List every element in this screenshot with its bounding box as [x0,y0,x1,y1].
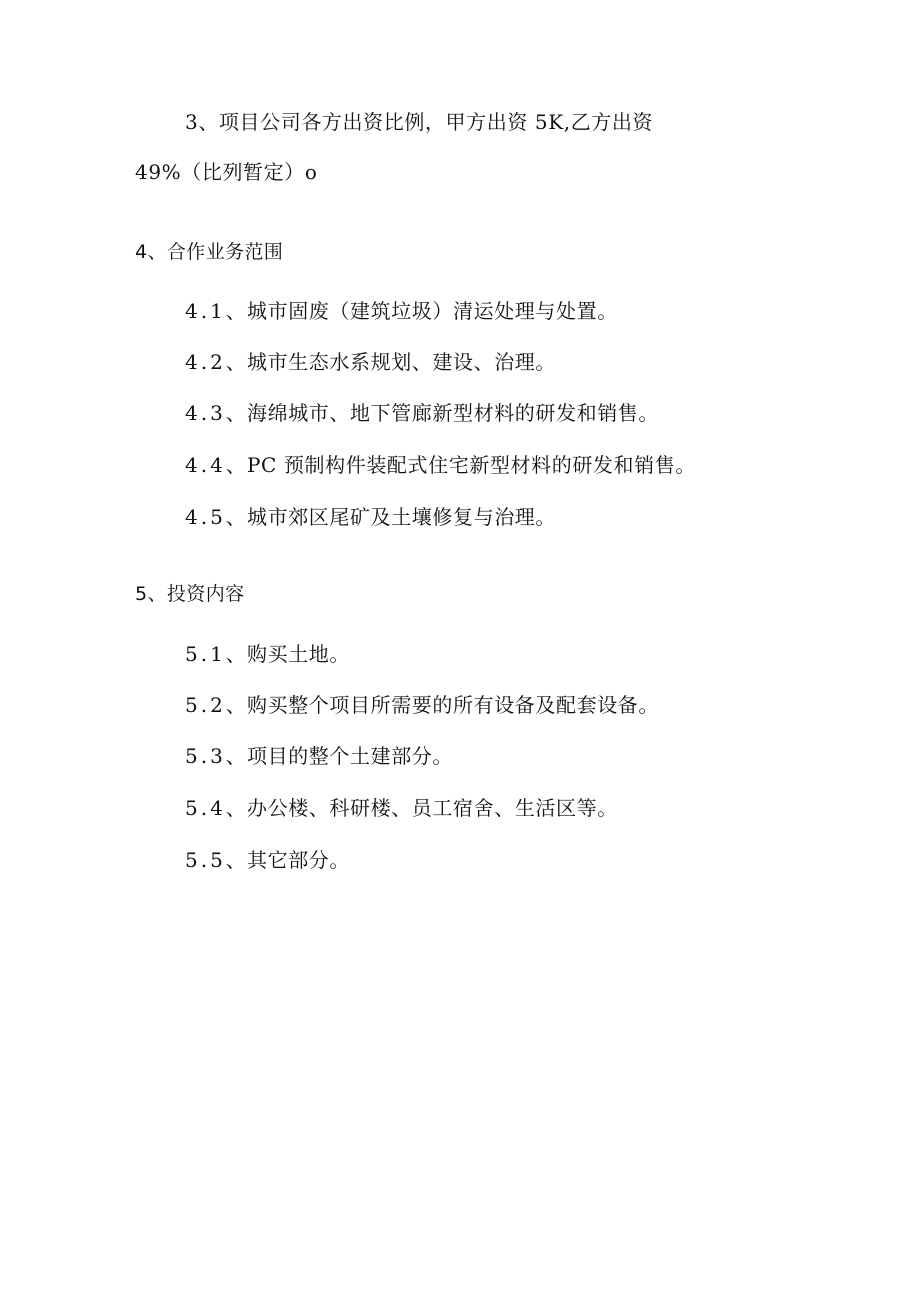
item-text: 办公楼、科研楼、员工宿舍、生活区等。 [247,796,618,820]
paragraph-line: 49%（比列暂定）o [135,160,318,184]
list-item [185,693,659,717]
item-number: 4.2、 [185,350,249,374]
list-item [185,642,350,666]
item-text: 城市生态水系规划、建设、治理。 [247,350,556,374]
item-number: 5.1、 [185,642,249,666]
list-item [185,453,696,477]
item-number: 5.3、 [185,744,249,768]
list-item [185,350,556,374]
section-heading: 4、合作业务范围 [135,241,284,263]
item-number: 5.2、 [185,693,249,717]
section-heading: 5、投资内容 [135,583,245,605]
item-number: 4.3、 [185,401,249,425]
list-item [185,848,350,872]
item-number: 4.1、 [185,299,249,323]
item-number: 4.4、 [185,453,249,477]
item-text: 购买土地。 [247,642,350,666]
item-text: PC 预制构件装配式住宅新型材料的研发和销售。 [247,453,696,477]
item-text: 城市郊区尾矿及土壤修复与治理。 [247,505,556,529]
item-number: 5.5、 [185,848,249,872]
item-number: 5.4、 [185,796,249,820]
list-item [185,401,659,425]
item-text: 海绵城市、地下管廊新型材料的研发和销售。 [247,401,659,425]
item-text: 项目的整个土建部分。 [247,744,453,768]
item-number: 4.5、 [185,505,249,529]
list-item [185,505,556,529]
item-text: 购买整个项目所需要的所有设备及配套设备。 [247,693,659,717]
item-text: 其它部分。 [247,848,350,872]
list-item [185,796,618,820]
item-text: 城市固废（建筑垃圾）清运处理与处置。 [247,299,618,323]
list-item [185,744,453,768]
paragraph-line: 3、项目公司各方出资比例，甲方出资 5K,乙方出资 [185,110,654,134]
list-item [185,299,618,323]
